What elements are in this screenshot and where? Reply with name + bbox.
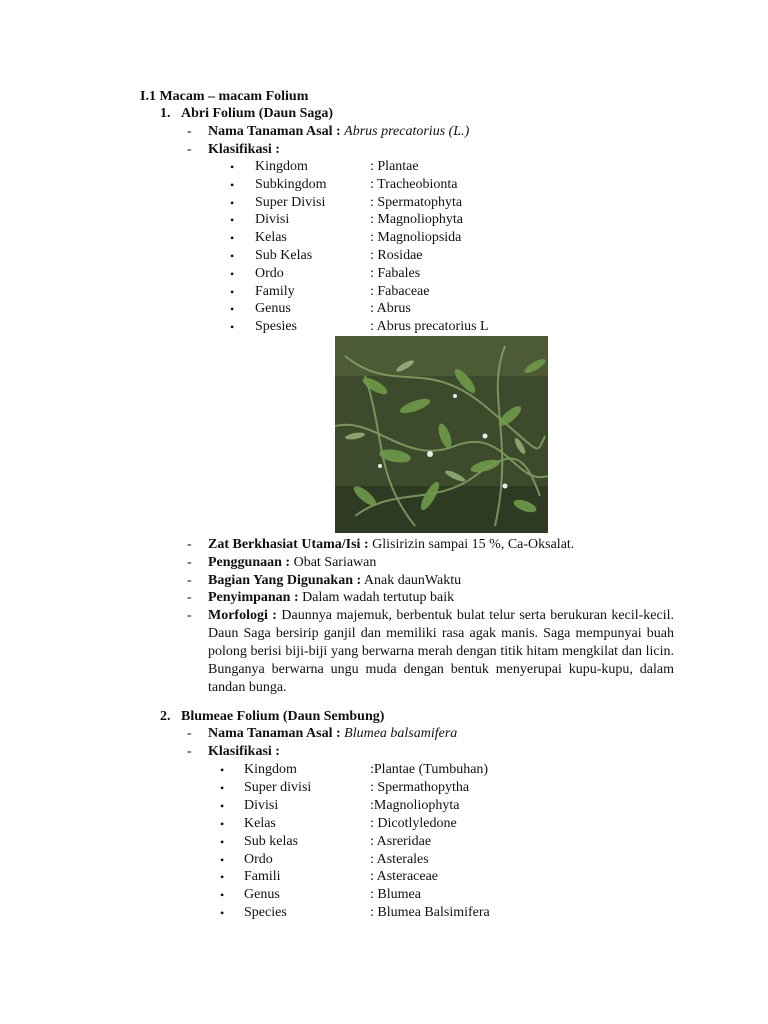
plant-origin-label: Nama Tanaman Asal :	[208, 124, 341, 139]
plant-origin-1	[208, 123, 469, 141]
klasifikasi-key: Divisi	[244, 797, 279, 813]
section-2-number: 2.	[160, 709, 171, 724]
klasifikasi-value: : Abrus	[370, 301, 411, 317]
detail-item	[208, 554, 376, 572]
section-2-title: Blumeae Folium (Daun Sembung)	[181, 709, 385, 724]
bullet: •	[230, 231, 235, 246]
morfologi-text: Daunnya majemuk, berbentuk bulat telur serta berukuran kecil-kecil. Daun Saga bersirip ganjil dan memiliki rasa agak manis. Saga mempunyai buah polong berisi biji-biji yang berwarna merah dengan titik hitam mengkilat dan licin. Bunganya berwarna ungu muda dengan bentuk menyerupai kupu-kupu, dalam tandan bunga.	[208, 608, 674, 695]
bullet: •	[220, 852, 225, 867]
plant-origin-name: Blumea balsamifera	[344, 726, 458, 741]
klasifikasi-key: Spesies	[255, 319, 297, 335]
klasifikasi-key: Kingdom	[255, 159, 308, 174]
detail-label: Penggunaan :	[208, 554, 291, 570]
klasifikasi-key: Family	[255, 283, 295, 299]
detail-text: Obat Sariawan	[290, 554, 377, 570]
bullet: •	[220, 870, 225, 885]
klasifikasi-label-2: Klasifikasi :	[208, 744, 280, 759]
klasifikasi-value: : Abrus precatorius L	[370, 319, 489, 335]
bullet: •	[230, 249, 235, 263]
dash: -	[187, 744, 192, 759]
klasifikasi-key: Famili	[244, 869, 281, 885]
klasifikasi-value: : Blumea Balsimifera	[370, 905, 490, 921]
klasifikasi-value: :Plantae (Tumbuhan)	[370, 762, 489, 777]
detail-text: Anak daunWaktu	[361, 572, 462, 588]
klasifikasi-value: : Asreridae	[370, 833, 432, 849]
klasifikasi-value: : Rosidae	[370, 248, 423, 263]
plant-origin-name: Abrus precatorius (L.)	[344, 124, 470, 139]
detail-item	[208, 536, 574, 554]
bullet: •	[230, 284, 235, 299]
detail-label: Penyimpanan :	[208, 590, 299, 606]
dash: -	[187, 590, 192, 606]
section-1-title: Abri Folium (Daun Saga)	[181, 106, 334, 121]
bullet: •	[220, 888, 225, 903]
klasifikasi-value: : Spermatophyta	[370, 194, 463, 210]
detail-item	[208, 589, 454, 607]
bullet: •	[230, 266, 235, 281]
klasifikasi-value: : Spermathopytha	[370, 779, 470, 795]
klasifikasi-value: : Magnoliophyta	[370, 212, 463, 228]
klasifikasi-key: Kelas	[244, 815, 276, 831]
detail-text: Glisirizin sampai 15 %, Ca-Oksalat.	[368, 537, 575, 552]
klasifikasi-key: Sub Kelas	[255, 248, 313, 263]
section-1-number: 1.	[160, 106, 171, 121]
dash: -	[187, 608, 192, 623]
dash: -	[187, 726, 192, 741]
klasifikasi-key: Kingdom	[244, 762, 297, 777]
klasifikasi-value: :Magnoliophyta	[370, 797, 460, 813]
detail-label: Zat Berkhasiat Utama/Isi :	[208, 537, 369, 552]
dash: -	[187, 142, 192, 157]
plant-origin-2	[208, 725, 457, 743]
dash: -	[187, 572, 192, 588]
plant-origin-label: Nama Tanaman Asal :	[208, 726, 341, 741]
klasifikasi-key: Genus	[255, 301, 291, 317]
bullet: •	[230, 177, 235, 192]
klasifikasi-value: : Blumea	[370, 887, 421, 903]
bullet: •	[220, 906, 225, 921]
bullet: •	[220, 798, 225, 813]
section-heading: I.1 Macam – macam Folium	[140, 89, 309, 104]
klasifikasi-key: Subkingdom	[255, 176, 327, 192]
klasifikasi-value: : Fabaceae	[370, 283, 430, 299]
bullet: •	[230, 320, 235, 335]
dash: -	[187, 124, 192, 139]
bullet: •	[220, 834, 225, 849]
bullet: •	[230, 160, 235, 174]
klasifikasi-value: : Asterales	[370, 851, 429, 867]
detail-item	[208, 572, 461, 590]
klasifikasi-key: Divisi	[255, 212, 290, 228]
klasifikasi-value: : Plantae	[370, 159, 419, 174]
bullet: •	[230, 213, 235, 228]
klasifikasi-value: : Magnoliopsida	[370, 230, 462, 246]
klasifikasi-label-1: Klasifikasi :	[208, 142, 280, 157]
klasifikasi-key: Ordo	[244, 851, 273, 867]
detail-text: Dalam wadah tertutup baik	[298, 590, 455, 606]
bullet: •	[220, 763, 225, 777]
klasifikasi-value: : Tracheobionta	[370, 176, 458, 192]
bullet: •	[220, 780, 225, 795]
bullet: •	[220, 816, 225, 831]
bullet: •	[230, 195, 235, 210]
klasifikasi-value: : Dicotlyledone	[370, 815, 457, 831]
morfologi-label: Morfologi :	[208, 608, 277, 623]
klasifikasi-key: Ordo	[255, 265, 284, 281]
klasifikasi-key: Sub kelas	[244, 833, 299, 849]
detail-label: Bagian Yang Digunakan :	[208, 572, 362, 588]
dash: -	[187, 554, 192, 570]
klasifikasi-key: Super divisi	[244, 779, 312, 795]
dash: -	[187, 537, 192, 552]
plant-photo-abrus	[335, 336, 548, 533]
klasifikasi-value: : Fabales	[370, 265, 421, 281]
morfologi-paragraph	[208, 607, 674, 697]
klasifikasi-key: Genus	[244, 887, 280, 903]
klasifikasi-key: Super Divisi	[255, 194, 326, 210]
klasifikasi-value: : Asteraceae	[370, 869, 439, 885]
bullet: •	[230, 302, 235, 317]
klasifikasi-key: Species	[244, 905, 287, 921]
klasifikasi-key: Kelas	[255, 230, 287, 246]
